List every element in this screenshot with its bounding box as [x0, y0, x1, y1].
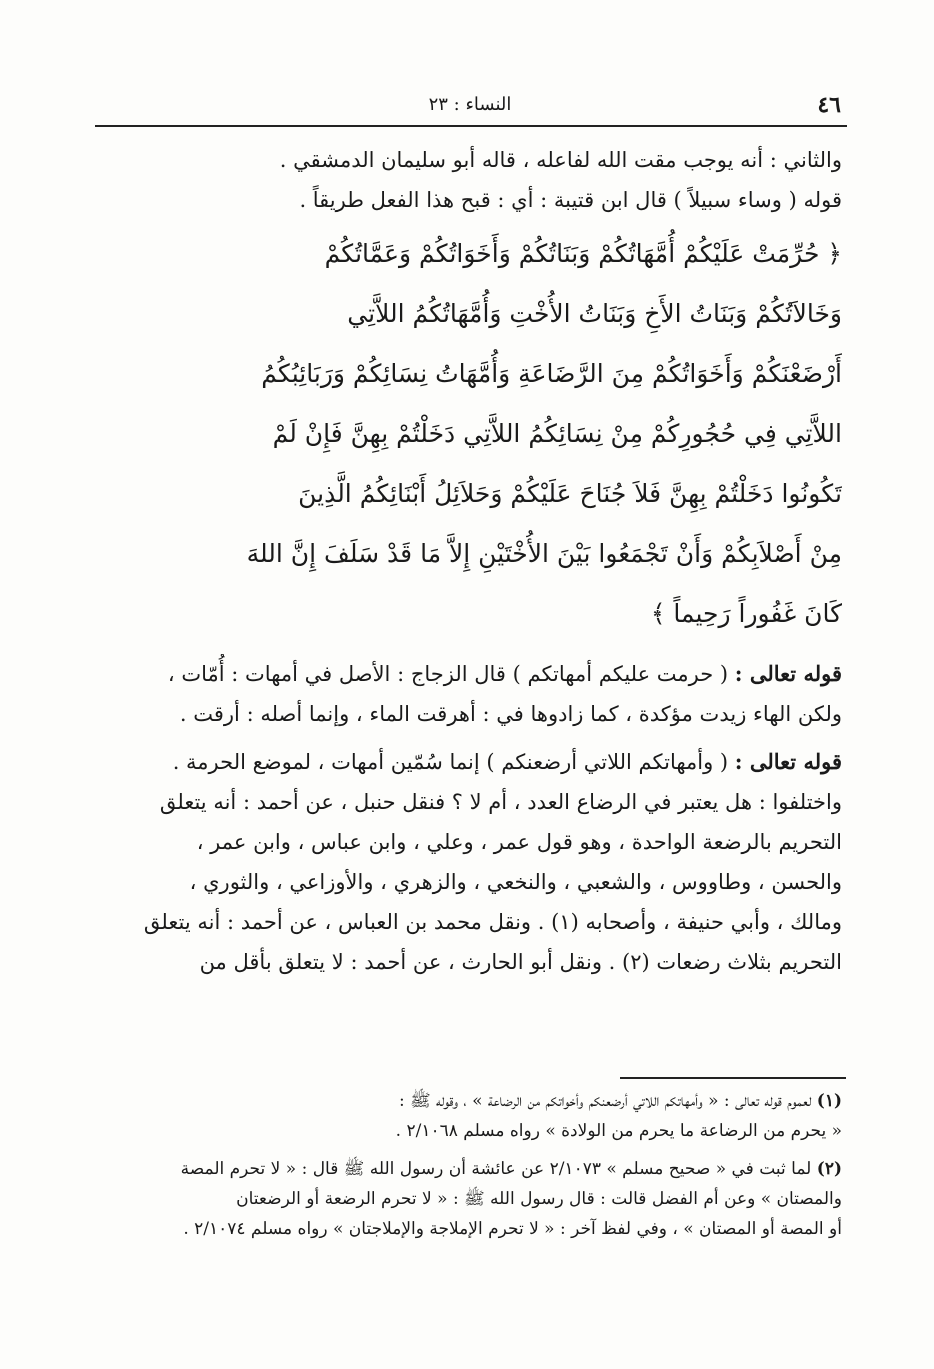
footnote-rule — [620, 1077, 846, 1079]
footnote-mark: (٢) — [816, 1159, 842, 1179]
quran-verse — [110, 224, 842, 644]
footnote-line: والمصتان » وعن أم الفضل قالت : قال رسول الله ﷺ : « لا تحرم الرضعة أو الرضعتان — [236, 1189, 842, 1209]
commentary-paragraph — [110, 654, 842, 734]
verse-line: اللاَّتِي فِي حُجُورِكُمْ مِنْ نِسَائِكُمُ اللاَّتِي دَخَلْتُمْ بِهِنَّ فَإِنْ لَمْ — [272, 419, 842, 448]
footnote-line: (١) لعموم قوله تعالى : « وأمهاتكم اللاتي أرضعنكم وأخواتكم من الرضاعة » ، وقوله ﷺ : — [398, 1091, 842, 1111]
paragraph-lead: قوله تعالى : — [734, 661, 842, 686]
footnote-line: (٢) لما ثبت في « صحيح مسلم » ٢/١٠٧٣ عن عائشة أن رسول الله ﷺ قال : « لا تحرم المصة — [180, 1159, 842, 1179]
main-text — [110, 140, 842, 990]
verse-line: وَخَالاَتُكُمْ وَبَنَاتُ الأَخِ وَبَنَاتُ الأُخْتِ وَأُمَّهَاتُكُمُ اللاَّتِي — [347, 299, 842, 328]
footnote-1 — [110, 1086, 842, 1146]
paragraph-line: قوله تعالى : ( حرمت عليكم أمهاتكم ) قال الزجاج : الأصل في أمهات : أُمّات ، — [167, 661, 842, 686]
verse-line: مِنْ أَصْلاَبِكُمْ وَأَنْ تَجْمَعُوا بَيْنَ الأُخْتَيْنِ إِلاَّ مَا قَدْ سَلَفَ إِنَّ اللهَ — [246, 539, 842, 568]
footnote-2 — [110, 1154, 842, 1244]
paragraph-line: والحسن ، وطاووس ، والشعبي ، والنخعي ، والزهري ، والأوزاعي ، والثوري ، — [189, 870, 842, 894]
footnote-line: « يحرم من الرضاعة ما يحرم من الولادة » رواه مسلم ٢/١٠٦٨ . — [395, 1121, 842, 1141]
intro-line: والثاني : أنه يوجب مقت الله لفاعله ، قاله أبو سليمان الدمشقي . — [279, 148, 842, 172]
paragraph-line: التحريم بالرضعة الواحدة ، وهو قول عمر ، وعلي ، وابن عباس ، وابن عمر ، — [196, 830, 842, 854]
intro-line: قوله ( وساء سبيلاً ) قال ابن قتيبة : أي : قبح هذا الفعل طريقاً . — [299, 188, 842, 212]
paragraph-line: ولكن الهاء زيدت مؤكدة ، كما زادوها في : أهرقت الماء ، وإنما أصله : أرقت . — [179, 702, 842, 726]
commentary-paragraph — [110, 742, 842, 982]
footnote-line: أو المصة أو المصتان » ، وفي لفظ آخر : « لا تحرم الإملاجة والإملاجتان » رواه مسلم ٢/١٠٧٤ . — [183, 1219, 842, 1239]
paragraph-line: ومالك ، وأبي حنيفة ، وأصحابه (١) . ونقل محمد بن العباس ، عن أحمد : أنه يتعلق — [143, 910, 842, 934]
paragraph-lead: قوله تعالى : — [734, 749, 842, 774]
verse-line: كَانَ غَفُوراً رَحِيماً ﴾ — [650, 599, 842, 628]
footnote-mark: (١) — [816, 1091, 842, 1111]
verse-line: تَكُونُوا دَخَلْتُمْ بِهِنَّ فَلاَ جُنَاحَ عَلَيْكُمْ وَحَلاَئِلُ أَبْنَائِكُمُ الَّذِينَ — [298, 479, 842, 508]
page-header — [95, 86, 845, 126]
verse-line: أَرْضَعْنَكُمْ وَأَخَوَاتُكُمْ مِنَ الرَّضَاعَةِ وَأُمَّهَاتُ نِسَائِكُمْ وَرَبَائِبُكُمُ — [261, 359, 842, 388]
header-rule — [95, 125, 847, 127]
paragraph-line: واختلفوا : هل يعتبر في الرضاع العدد ، أم لا ؟ فنقل حنبل ، عن أحمد : أنه يتعلق — [159, 790, 842, 814]
paragraph-line: التحريم بثلاث رضعات (٢) . ونقل أبو الحارث ، عن أحمد : لا يتعلق بأقل من — [199, 950, 842, 974]
verse-line: ﴿ حُرِّمَتْ عَلَيْكُمْ أُمَّهَاتُكُمْ وَبَنَاتُكُمْ وَأَخَوَاتُكُمْ وَعَمَّاتُكُمْ — [324, 239, 842, 268]
paragraph-line: قوله تعالى : ( وأمهاتكم اللاتي أرضعنكم ) إنما سُمّين أمهات ، لموضع الحرمة . — [172, 749, 842, 774]
footnotes — [110, 1086, 842, 1252]
running-head: النساء : ٢٣ — [428, 94, 512, 115]
page-number: ٤٦ — [817, 92, 841, 118]
